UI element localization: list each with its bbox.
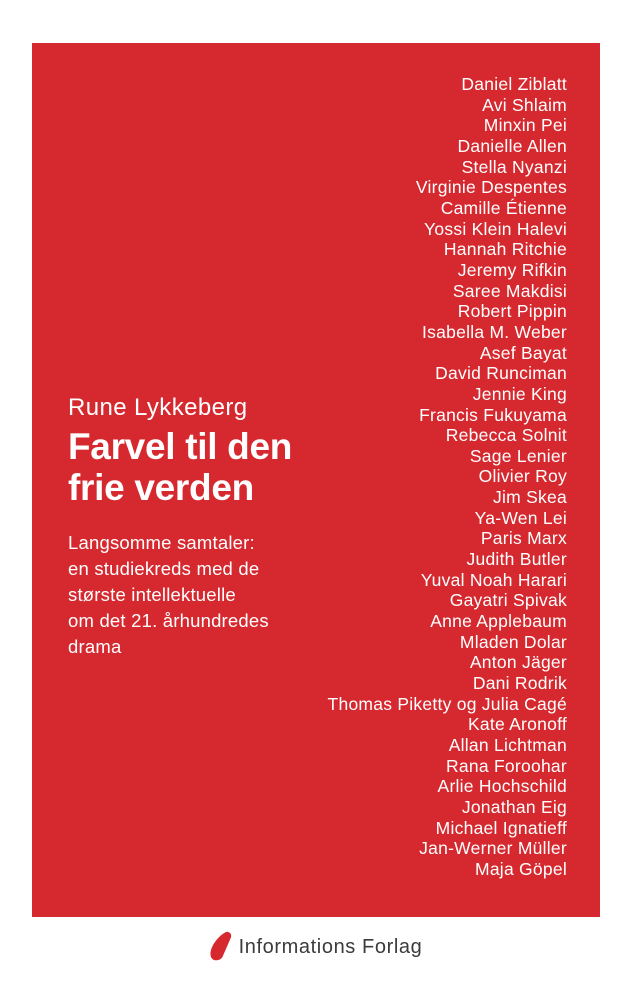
subtitle-line: om det 21. århundredes — [68, 610, 269, 631]
contributor-name: Jim Skea — [493, 487, 567, 508]
contributor-name: Paris Marx — [480, 528, 567, 549]
subtitle-line: drama — [68, 636, 122, 657]
author-name: Rune Lykkeberg — [68, 394, 248, 421]
cover-red-panel — [32, 43, 600, 917]
contributor-name: Virginie Despentes — [415, 177, 567, 198]
contributor-name: Camille Étienne — [440, 197, 567, 218]
contributor-name: Dani Rodrik — [472, 673, 567, 694]
contributor-name: Judith Butler — [466, 549, 567, 570]
contributor-name: Robert Pippin — [457, 301, 567, 322]
contributor-name: David Runciman — [435, 363, 567, 384]
title-block — [68, 393, 292, 660]
contributor-name: Mladen Dolar — [459, 631, 567, 652]
subtitle — [68, 530, 292, 660]
contributor-name: Minxin Pei — [483, 115, 567, 136]
contributor-name: Isabella M. Weber — [422, 321, 567, 342]
contributor-name: Avi Shlaim — [482, 94, 567, 115]
contributor-name: Olivier Roy — [478, 466, 567, 487]
contributor-name: Gayatri Spivak — [449, 590, 567, 611]
publisher-row — [0, 930, 631, 964]
contributor-name: Danielle Allen — [457, 135, 567, 156]
contributors-list — [328, 74, 567, 880]
contributor-name: Anne Applebaum — [430, 611, 567, 632]
contributor-name: Thomas Piketty og Julia Cagé — [327, 693, 567, 714]
publisher-name: Informations Forlag — [238, 935, 423, 958]
subtitle-line: en studiekreds med de — [68, 558, 260, 579]
contributor-name: Francis Fukuyama — [419, 404, 567, 425]
contributor-name: Arlie Hochschild — [437, 776, 567, 797]
contributor-name: Yossi Klein Halevi — [424, 218, 567, 239]
contributor-name: Kate Aronoff — [467, 714, 567, 735]
contributor-name: Sage Lenier — [469, 445, 567, 466]
contributor-name: Jennie King — [472, 383, 567, 404]
contributor-name: Saree Makdisi — [452, 280, 567, 301]
contributor-name: Maja Göpel — [475, 858, 567, 879]
contributor-name: Asef Bayat — [479, 342, 567, 363]
contributor-name: Yuval Noah Harari — [420, 569, 567, 590]
publisher-apostrophe-logo-icon — [209, 931, 232, 962]
subtitle-line: største intellektuelle — [68, 584, 236, 605]
book-title — [68, 426, 292, 508]
contributor-name: Rebecca Solnit — [445, 425, 567, 446]
contributor-name: Michael Ignatieff — [435, 817, 567, 838]
contributor-name: Allan Lichtman — [448, 735, 567, 755]
contributor-name: Rana Foroohar — [446, 755, 567, 776]
contributor-name: Stella Nyanzi — [461, 156, 567, 177]
contributor-name: Anton Jäger — [469, 652, 567, 673]
contributor-name: Jonathan Eig — [461, 796, 567, 817]
book-title-line2: frie verden — [68, 467, 254, 508]
contributor-name: Jeremy Rifkin — [457, 259, 567, 280]
contributor-name: Ya-Wen Lei — [474, 507, 567, 528]
book-title-line1: Farvel til den — [68, 426, 293, 467]
subtitle-line: Langsomme samtaler: — [68, 532, 255, 553]
contributor-name: Daniel Ziblatt — [461, 74, 567, 94]
contributor-name: Jan-Werner Müller — [419, 838, 567, 859]
contributor-name: Hannah Ritchie — [443, 239, 567, 260]
